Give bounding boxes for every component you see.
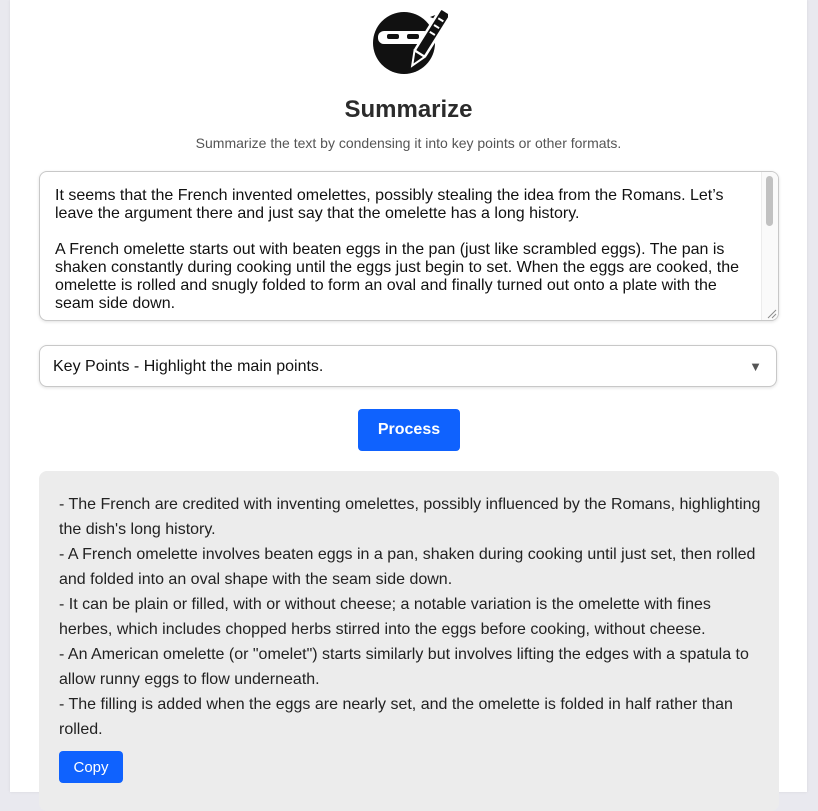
result-line: - A French omelette involves beaten eggs in a pan, shaken during cooking until just set, then rolled and folded into an oval shape with the seam side down. <box>59 546 756 588</box>
resize-handle-icon[interactable] <box>765 307 777 319</box>
textarea-scrollbar[interactable] <box>761 172 778 320</box>
process-button[interactable]: Process <box>358 409 460 451</box>
mode-select[interactable] <box>39 345 777 387</box>
result-line: - The French are credited with inventing omelettes, possibly influenced by the Romans, highlighting the dish's long history. <box>59 496 761 538</box>
result-line: - The filling is added when the eggs are nearly set, and the omelette is folded in half rather than rolled. <box>59 696 733 738</box>
input-textarea[interactable]: It seems that the French invented omelettes, possibly stealing the idea from the Romans. Let’s leave the argument there and just say that the omelette has a long history. A French omelette starts out with beaten eggs in the pan (just like scrambled eggs). The pan is shaken constantly during cooking until the eggs just begin to set. When the eggs are cooked, the omelette is rolled and snugly folded to form an oval and finally turned out onto a plate with the seam side down. <box>55 187 739 312</box>
caret-down-icon: ▼ <box>749 359 762 374</box>
textarea-scroll-thumb[interactable] <box>766 176 773 226</box>
mode-select-value: Key Points - Highlight the main points. <box>53 358 324 375</box>
copy-button[interactable]: Copy <box>59 751 123 783</box>
result-panel <box>39 471 779 811</box>
page-subtitle: Summarize the text by condensing it into key points or other formats. <box>195 135 622 151</box>
input-textarea-container <box>39 171 779 321</box>
result-line: - An American omelette (or "omelet") starts similarly but involves lifting the edges with a spatula to allow runny eggs to flow underneath. <box>59 646 749 688</box>
ninja-logo-icon <box>370 3 448 75</box>
page-title: Summarize <box>344 96 473 123</box>
summarize-page <box>10 0 807 792</box>
result-list <box>59 492 764 742</box>
result-line: - It can be plain or filled, with or without cheese; a notable variation is the omelette with fines herbes, which includes chopped herbs stirred into the eggs before cooking, without cheese. <box>59 596 711 638</box>
